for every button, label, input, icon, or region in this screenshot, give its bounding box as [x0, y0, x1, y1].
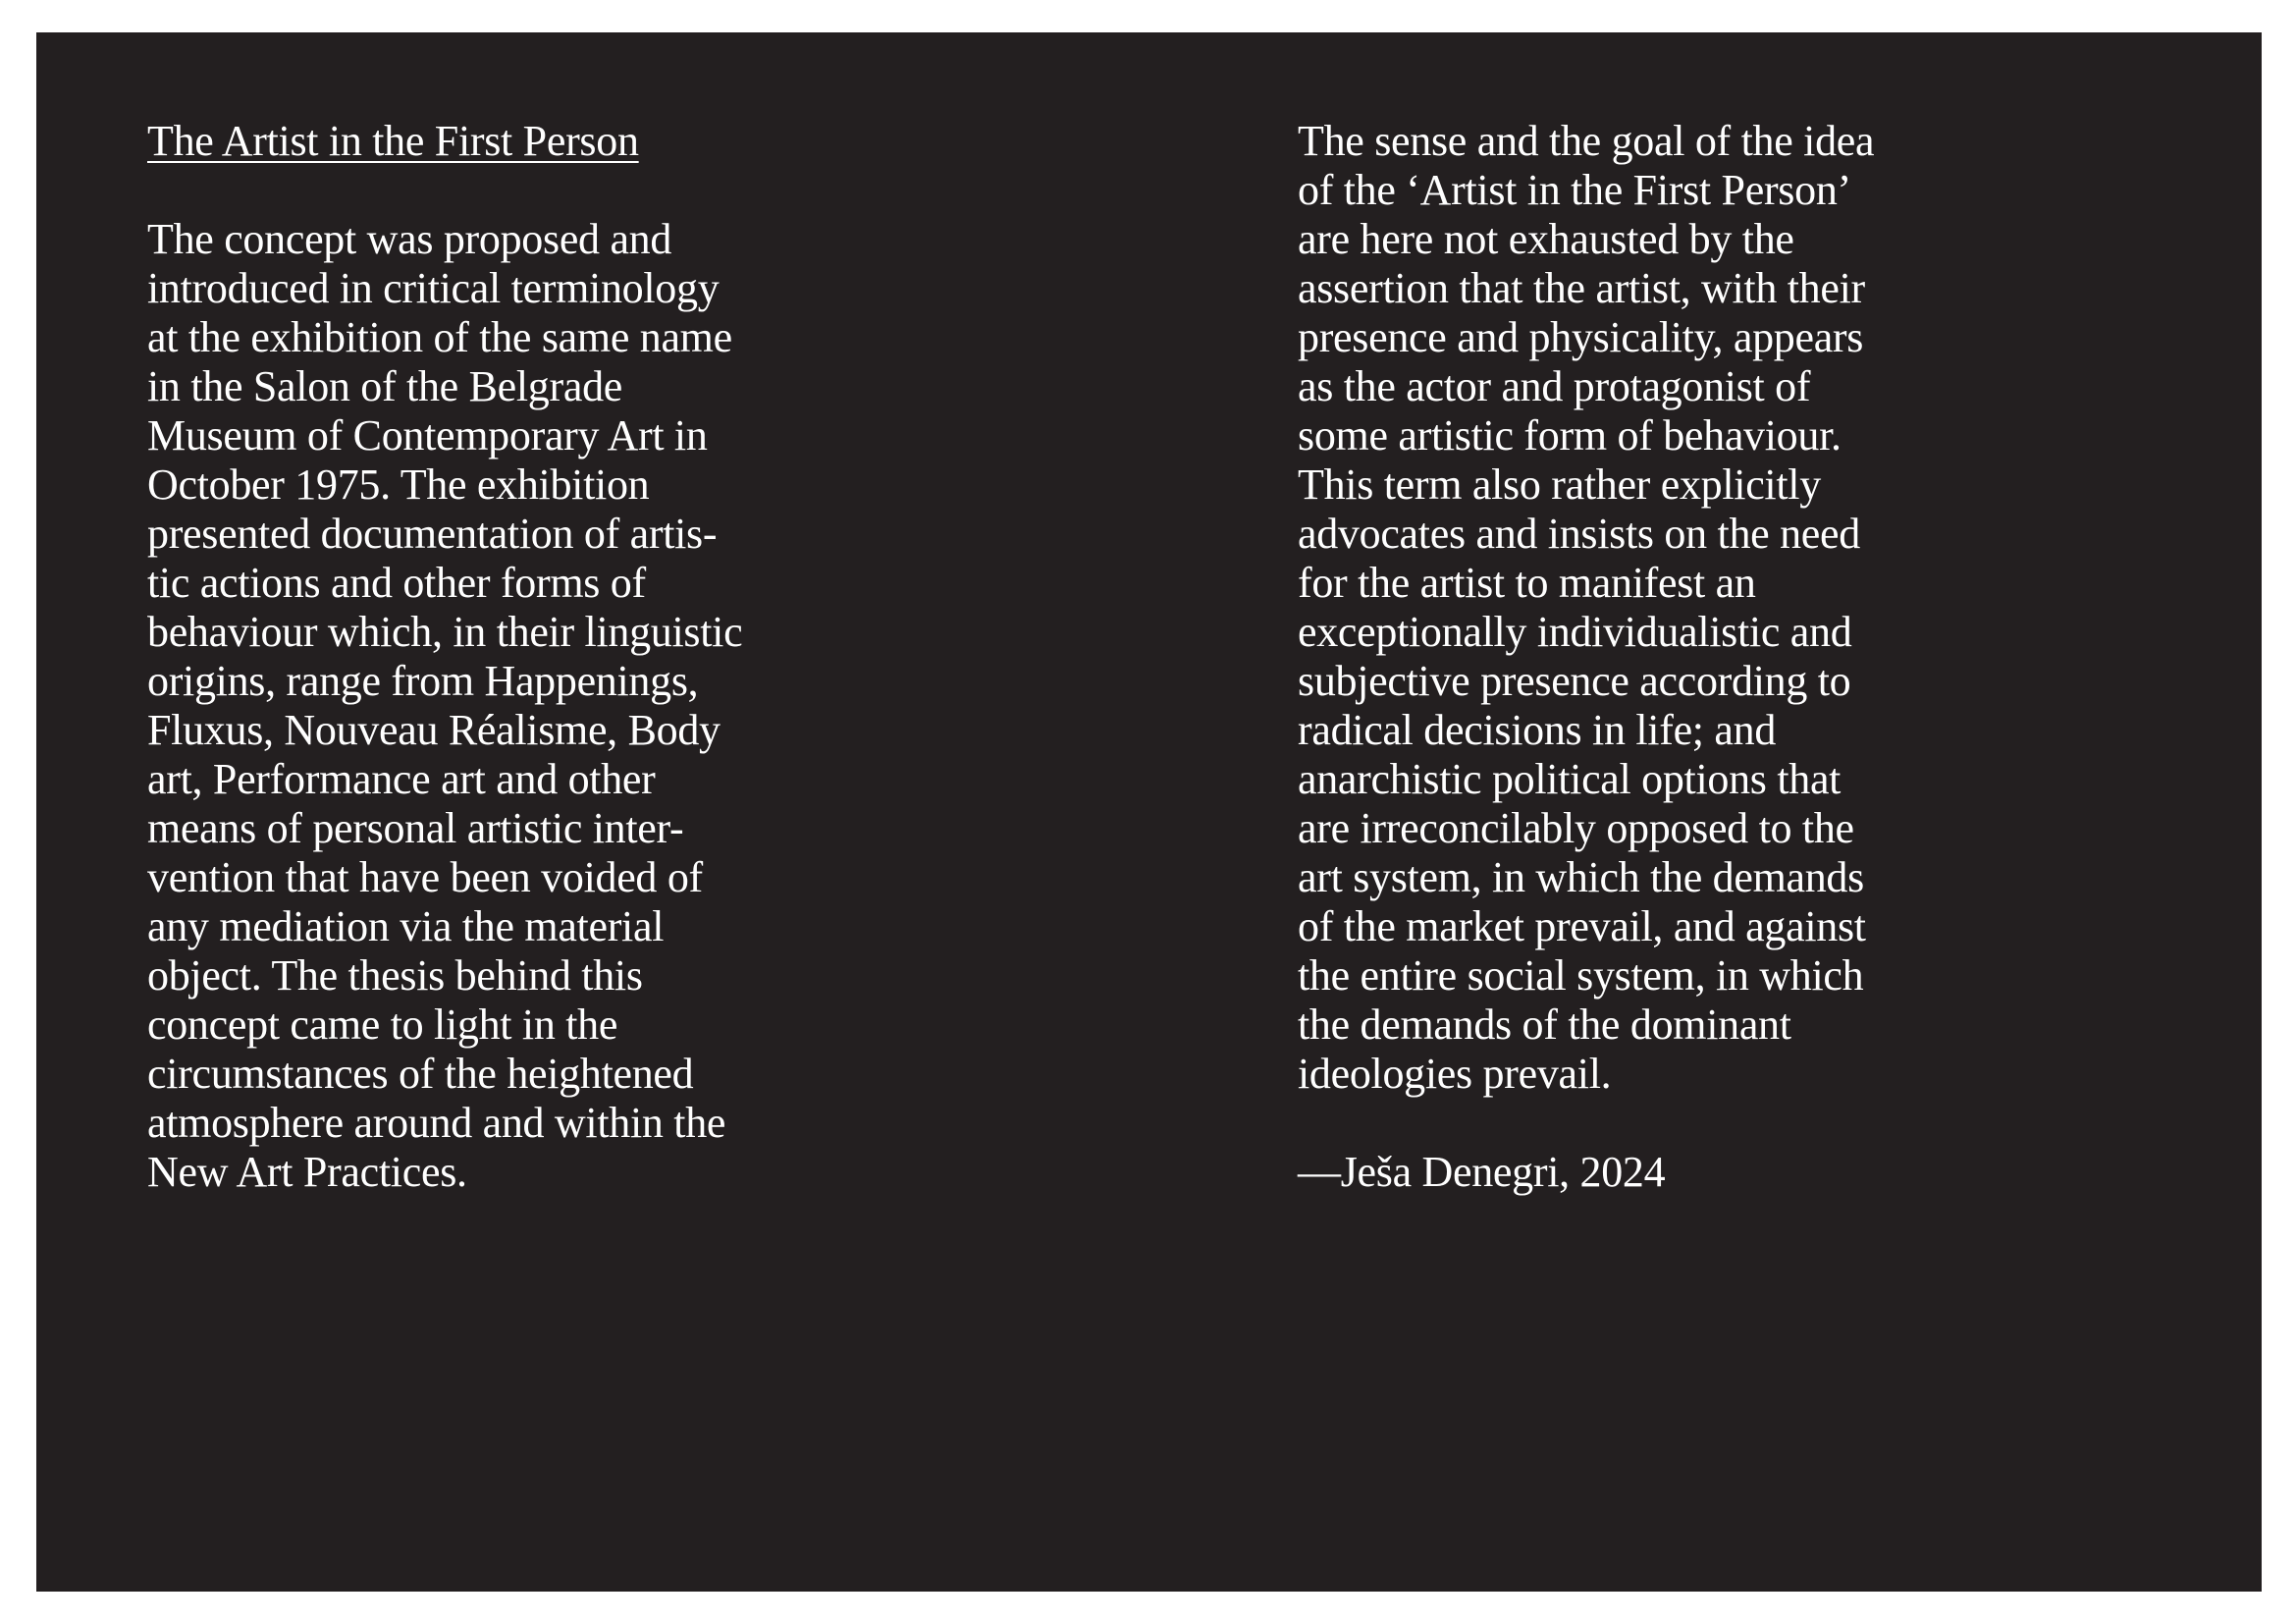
text-line: art system, in which the demands	[1298, 853, 1864, 901]
text-line: concept came to light in the	[147, 1001, 618, 1049]
paragraph-gap	[147, 166, 742, 215]
text-line: of the ‘Artist in the First Person’	[1298, 166, 1851, 214]
text-line: ideologies prevail.	[1298, 1050, 1612, 1098]
text-line: object. The thesis behind this	[147, 951, 643, 1000]
text-line: New Art Practices.	[147, 1148, 467, 1196]
text-line: any mediation via the material	[147, 902, 665, 950]
text-line: This term also rather explicitly	[1298, 460, 1821, 509]
text-line: introduced in critical terminology	[147, 264, 720, 312]
text-line: of the market prevail, and against	[1298, 902, 1866, 950]
text-line: October 1975. The exhibition	[147, 460, 650, 509]
text-line: circumstances of the heightened	[147, 1050, 694, 1098]
text-line: anarchistic political options that	[1298, 755, 1842, 803]
text-line: exceptionally individualistic and	[1298, 608, 1852, 656]
text-line: as the actor and protagonist of	[1298, 362, 1811, 410]
left-column	[147, 117, 742, 1197]
text-line: The concept was proposed and	[147, 215, 672, 263]
text-line: the entire social system, in which	[1298, 951, 1864, 1000]
right-column	[1298, 117, 1874, 1197]
text-line: the demands of the dominant	[1298, 1001, 1791, 1049]
text-line: radical decisions in life; and	[1298, 706, 1777, 754]
text-line: are irreconcilably opposed to the	[1298, 804, 1854, 852]
text-line: The sense and the goal of the idea	[1298, 117, 1875, 165]
text-line: atmosphere around and within the	[147, 1099, 726, 1147]
text-line: means of personal artistic inter-	[147, 804, 684, 852]
text-line: presented documentation of artis-	[147, 510, 718, 558]
text-line: for the artist to manifest an	[1298, 559, 1756, 607]
text-line: art, Performance art and other	[147, 755, 656, 803]
text-line: presence and physicality, appears	[1298, 313, 1864, 361]
text-line: behaviour which, in their linguistic	[147, 608, 743, 656]
text-line: Museum of Contemporary Art in	[147, 411, 708, 460]
right-body-text	[1298, 117, 1874, 1099]
text-line: in the Salon of the Belgrade	[147, 362, 623, 410]
text-line: some artistic form of behaviour.	[1298, 411, 1842, 460]
essay-title: The Artist in the First Person	[147, 117, 639, 165]
book-spread	[36, 32, 2262, 1592]
text-line: tic actions and other forms of	[147, 559, 646, 607]
attribution: —Ješa Denegri, 2024	[1298, 1148, 1666, 1196]
paragraph-gap	[1298, 1099, 1874, 1148]
text-line: advocates and insists on the need	[1298, 510, 1860, 558]
text-line: origins, range from Happenings,	[147, 657, 699, 705]
text-line: assertion that the artist, with their	[1298, 264, 1865, 312]
left-body-text	[147, 215, 742, 1197]
text-line: vention that have been voided of	[147, 853, 703, 901]
text-line: Fluxus, Nouveau Réalisme, Body	[147, 706, 721, 754]
text-line: are here not exhausted by the	[1298, 215, 1794, 263]
text-line: subjective presence according to	[1298, 657, 1851, 705]
text-line: at the exhibition of the same name	[147, 313, 732, 361]
